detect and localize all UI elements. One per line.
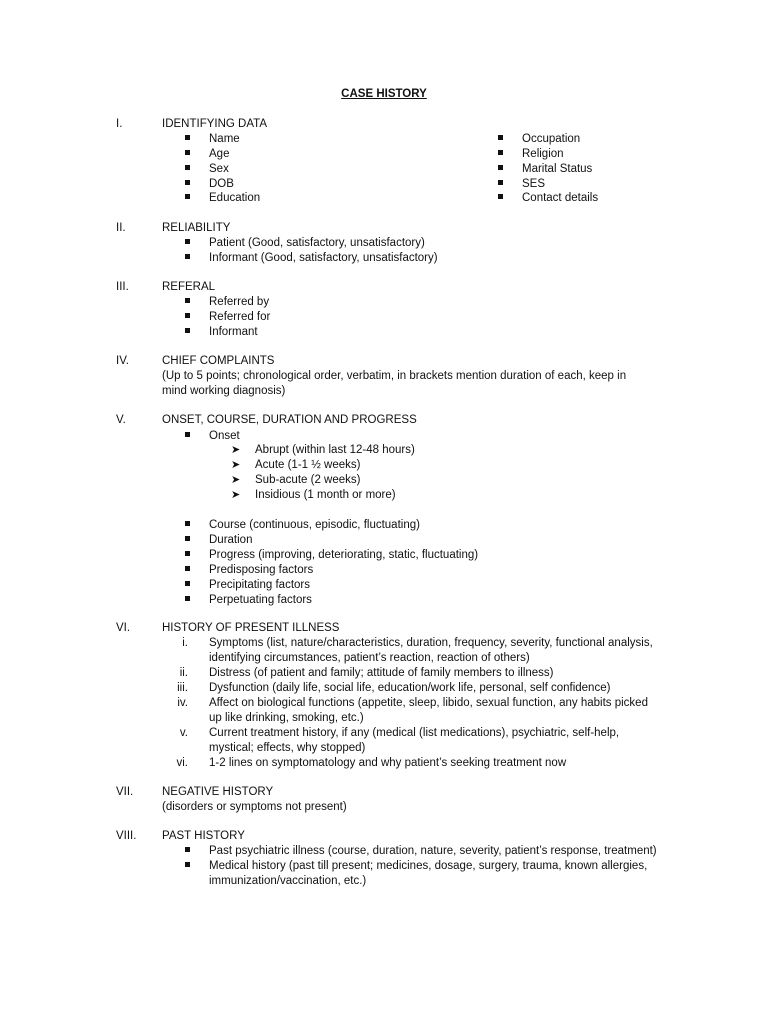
- section-numeral: I.: [116, 118, 123, 130]
- list-item: Dysfunction (daily life, social life, education/work life, personal, self confidence): [209, 682, 611, 694]
- list-item: 1-2 lines on symptomatology and why patient’s seeking treatment now: [209, 757, 567, 769]
- section-numeral: IV.: [116, 355, 130, 367]
- square-bullet-icon: [498, 147, 503, 162]
- list-item: Informant: [209, 326, 258, 338]
- list-item: Predisposing factors: [209, 564, 314, 576]
- list-item: Medical history (past till present; medicines, dosage, surgery, trauma, known allergies,: [209, 860, 648, 872]
- list-item: Contact details: [522, 192, 599, 204]
- section-text: mind working diagnosis): [162, 385, 286, 397]
- list-item-numeral: vi.: [176, 757, 188, 769]
- list-item: SES: [522, 178, 546, 190]
- section-numeral: VI.: [116, 622, 131, 634]
- section-heading: ONSET, COURSE, DURATION AND PROGRESS: [162, 414, 417, 426]
- list-item-numeral: iii.: [177, 682, 188, 694]
- section-heading: PAST HISTORY: [162, 830, 245, 842]
- section-numeral: VIII.: [116, 830, 137, 842]
- list-item: Informant (Good, satisfactory, unsatisfactory): [209, 252, 438, 264]
- square-bullet-icon: [498, 191, 503, 206]
- list-item: Progress (improving, deteriorating, static, fluctuating): [209, 549, 479, 561]
- square-bullet-icon: [185, 132, 190, 147]
- section-numeral: VII.: [116, 786, 134, 798]
- list-item: Perpetuating factors: [209, 594, 312, 606]
- square-bullet-icon: [185, 147, 190, 162]
- square-bullet-icon: [185, 295, 190, 310]
- list-item: DOB: [209, 178, 234, 190]
- section-text: (Up to 5 points; chronological order, verbatim, in brackets mention duration of each, keep in: [162, 370, 627, 382]
- square-bullet-icon: [498, 177, 503, 192]
- list-item-numeral: i.: [182, 637, 188, 649]
- square-bullet-icon: [185, 844, 190, 859]
- square-bullet-icon: [185, 236, 190, 251]
- section-numeral: V.: [116, 414, 126, 426]
- list-item-continued: immunization/vaccination, etc.): [209, 875, 367, 887]
- list-item: Education: [209, 192, 261, 204]
- section-heading: CHIEF COMPLAINTS: [162, 355, 275, 367]
- square-bullet-icon: [185, 325, 190, 340]
- sub-list-item: Sub-acute (2 weeks): [255, 474, 361, 486]
- list-item-numeral: iv.: [177, 697, 188, 709]
- list-item: Occupation: [522, 133, 581, 145]
- square-bullet-icon: [185, 191, 190, 206]
- square-bullet-icon: [185, 429, 190, 444]
- section-text: (disorders or symptoms not present): [162, 801, 347, 813]
- section-heading: RELIABILITY: [162, 222, 231, 234]
- section-numeral: III.: [116, 281, 129, 293]
- section-numeral: II.: [116, 222, 126, 234]
- arrow-bullet-icon: ➤: [231, 459, 241, 471]
- list-item: Referred for: [209, 311, 271, 323]
- list-item: Course (continuous, episodic, fluctuating): [209, 519, 420, 531]
- square-bullet-icon: [185, 859, 190, 874]
- list-item: Distress (of patient and family; attitude of family members to illness): [209, 667, 554, 679]
- section-heading: HISTORY OF PRESENT ILLNESS: [162, 622, 340, 634]
- list-item: Referred by: [209, 296, 270, 308]
- arrow-bullet-icon: ➤: [231, 489, 241, 501]
- square-bullet-icon: [185, 518, 190, 533]
- list-item-continued: up like drinking, smoking, etc.): [209, 712, 364, 724]
- square-bullet-icon: [498, 132, 503, 147]
- arrow-bullet-icon: ➤: [231, 474, 241, 486]
- sub-list-item: Abrupt (within last 12-48 hours): [255, 444, 415, 456]
- square-bullet-icon: [185, 593, 190, 608]
- sub-list-item: Acute (1-1 ½ weeks): [255, 459, 361, 471]
- square-bullet-icon: [185, 548, 190, 563]
- list-item: Current treatment history, if any (medical (list medications), psychiatric, self-help,: [209, 727, 620, 739]
- list-item-continued: mystical; effects, why stopped): [209, 742, 366, 754]
- arrow-bullet-icon: ➤: [231, 444, 241, 456]
- square-bullet-icon: [185, 177, 190, 192]
- square-bullet-icon: [185, 533, 190, 548]
- list-item: Sex: [209, 163, 229, 175]
- square-bullet-icon: [185, 563, 190, 578]
- list-item: Onset: [209, 430, 240, 442]
- list-item: Name: [209, 133, 240, 145]
- section-heading: IDENTIFYING DATA: [162, 118, 267, 130]
- list-item: Religion: [522, 148, 564, 160]
- list-item: Affect on biological functions (appetite, sleep, libido, sexual function, any habits picked: [209, 697, 648, 709]
- list-item-numeral: v.: [179, 727, 188, 739]
- section-heading: REFERAL: [162, 281, 216, 293]
- section-heading: NEGATIVE HISTORY: [162, 786, 274, 798]
- list-item: Symptoms (list, nature/characteristics, duration, frequency, severity, functional analysis,: [209, 637, 653, 649]
- list-item: Duration: [209, 534, 253, 546]
- square-bullet-icon: [185, 578, 190, 593]
- list-item-numeral: ii.: [179, 667, 188, 679]
- sub-list-item: Insidious (1 month or more): [255, 489, 396, 501]
- list-item: Patient (Good, satisfactory, unsatisfactory): [209, 237, 425, 249]
- square-bullet-icon: [185, 310, 190, 325]
- list-item: Marital Status: [522, 163, 593, 175]
- list-item: Past psychiatric illness (course, duration, nature, severity, patient’s response, treatment): [209, 845, 657, 857]
- square-bullet-icon: [185, 251, 190, 266]
- square-bullet-icon: [185, 162, 190, 177]
- list-item: Age: [209, 148, 230, 160]
- list-item-continued: identifying circumstances, patient’s reaction, reaction of others): [209, 652, 530, 664]
- document-title: CASE HISTORY: [341, 88, 427, 100]
- list-item: Precipitating factors: [209, 579, 310, 591]
- square-bullet-icon: [498, 162, 503, 177]
